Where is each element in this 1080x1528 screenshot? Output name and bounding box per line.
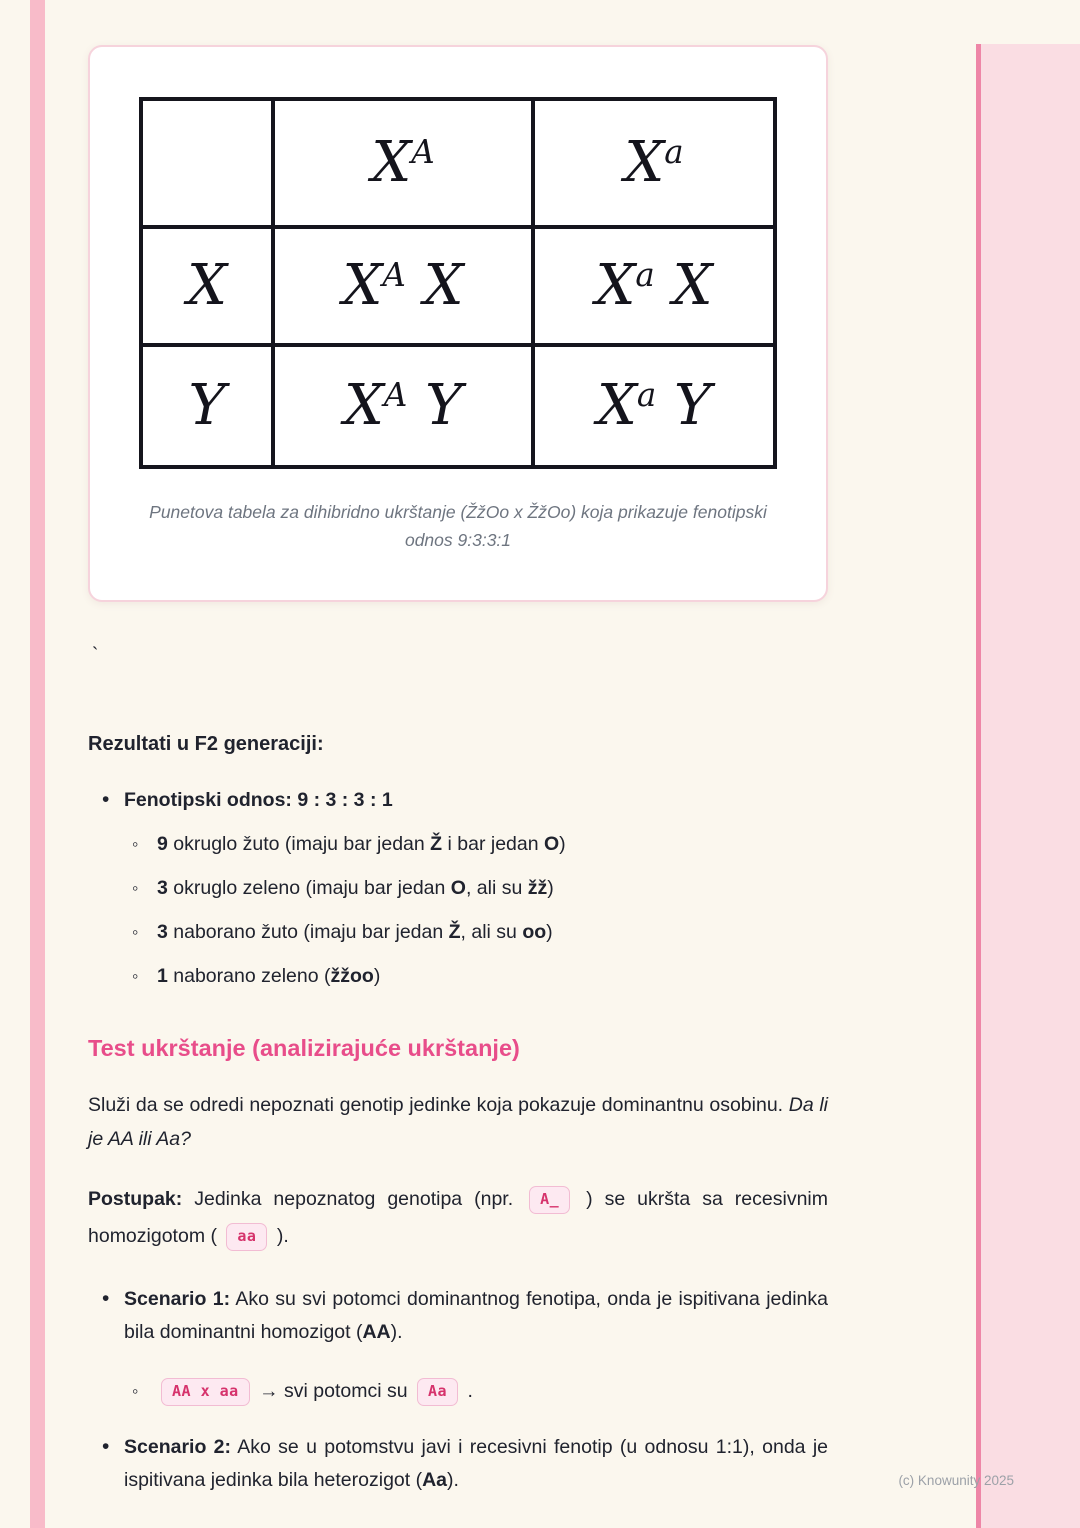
text: naborano žuto (imaju bar jedan xyxy=(167,921,449,944)
bold-text: žžoo xyxy=(330,965,374,988)
results-list xyxy=(88,784,828,993)
text: . xyxy=(462,1380,473,1403)
text: i bar jedan xyxy=(442,833,544,856)
list-item-text xyxy=(124,789,393,811)
text: ) xyxy=(373,965,381,988)
text: ) se ukršta sa recesivnim homozigotom ( xyxy=(88,1188,828,1248)
watermark: (c) Knowunity 2025 xyxy=(898,1473,1014,1488)
bold-text: žž xyxy=(527,877,548,900)
text: ). xyxy=(447,1469,459,1492)
text: Ako su svi potomci dominantnog fenotipa, onda je ispitivana jedinka bila dominantni homozigot ( xyxy=(124,1288,828,1344)
text: Jedinka nepoznatog genotipa (npr. xyxy=(182,1188,526,1211)
bold-text: O xyxy=(544,833,560,856)
right-margin-panel xyxy=(976,44,1080,1528)
text: ) xyxy=(559,833,566,856)
list-item xyxy=(88,1431,828,1497)
list-item-text xyxy=(157,877,554,899)
figure-caption: Punetova tabela za dihibridno ukrštanje (ŽžOo x ŽžOo) koja prikazuje fenotipski odnos 9:3:3:1 xyxy=(149,502,767,550)
procedure-paragraph xyxy=(88,1181,828,1255)
text: , ali su xyxy=(460,921,523,944)
text: ). xyxy=(271,1225,289,1248)
list-item-text xyxy=(124,1436,828,1491)
punnett-figure xyxy=(130,97,786,469)
punnett-row-header: Y xyxy=(141,345,273,467)
bold-text: Scenario 1: xyxy=(124,1288,231,1311)
text: Ako se u potomstvu javi i recesivni fenotip (u odnosu 1:1), onda je ispitivana jedinka bila heterozigot ( xyxy=(124,1436,828,1492)
bold-text: 3 xyxy=(157,877,168,900)
bold-text: O xyxy=(450,877,466,900)
text: , ali su xyxy=(465,877,528,900)
figure-card xyxy=(88,45,828,602)
text: → svi potomci su xyxy=(253,1380,414,1403)
punnett-row-header: X xyxy=(141,227,273,345)
genotype-code-chip: Aa xyxy=(417,1378,458,1406)
document-page xyxy=(88,45,828,1519)
intro-paragraph xyxy=(88,1088,828,1156)
list-item xyxy=(88,1371,828,1411)
list-item-text xyxy=(157,833,566,855)
bold-text: Scenario 2: xyxy=(124,1436,232,1459)
punnett-cell: $X^a$ X xyxy=(533,227,775,345)
text: ). xyxy=(390,1321,403,1344)
italic-text: Da li je AA ili Aa? xyxy=(88,1094,828,1151)
bold-text: oo xyxy=(522,921,547,944)
genotype-code-chip: aa xyxy=(226,1223,267,1251)
bold-text: Ž xyxy=(448,921,461,944)
bold-text: AA xyxy=(362,1321,391,1344)
bold-text: 3 xyxy=(157,921,168,944)
bold-text: Postupak: xyxy=(88,1188,183,1211)
punnett-cell: $X^A$ Y xyxy=(273,345,533,467)
bold-text: Aa xyxy=(422,1469,448,1492)
list-item xyxy=(88,916,828,949)
punnett-cell: $X^A$ X xyxy=(273,227,533,345)
punnett-corner-cell xyxy=(141,99,273,227)
list-item-text xyxy=(157,965,380,987)
genotype-code-chip: A_ xyxy=(529,1186,570,1214)
bold-text: 1 xyxy=(157,965,168,988)
bold-text: Fenotipski odnos: 9 : 3 : 3 : 1 xyxy=(124,789,393,812)
list-item xyxy=(88,828,828,861)
punnett-col-header: $X^A$ xyxy=(273,99,533,227)
stray-character: ` xyxy=(92,645,99,667)
bold-text: Ž xyxy=(430,833,443,856)
list-item xyxy=(88,960,828,993)
left-accent-strip xyxy=(30,0,45,1528)
genotype-code-chip: AA x aa xyxy=(161,1378,250,1406)
scenario-list xyxy=(88,1283,828,1497)
bold-text: 9 xyxy=(157,833,168,856)
results-heading: Rezultati u F2 generaciji: xyxy=(88,733,324,756)
list-item-text xyxy=(124,1288,828,1343)
list-item-text xyxy=(157,921,553,943)
list-item xyxy=(88,1283,828,1349)
text: naborano zeleno ( xyxy=(167,965,331,988)
text: ) xyxy=(547,877,554,900)
text: ) xyxy=(546,921,553,944)
list-item-text xyxy=(157,1380,473,1402)
punnett-col-header: $X^a$ xyxy=(533,99,775,227)
text: Služi da se odredi nepoznati genotip jedinke koja pokazuje dominantnu osobinu. xyxy=(88,1094,789,1117)
test-crossing-heading: Test ukrštanje (analizirajuće ukrštanje) xyxy=(88,1035,520,1062)
text: okruglo zeleno (imaju bar jedan xyxy=(167,877,451,900)
punnett-cell: $X^a$ Y xyxy=(533,345,775,467)
list-item xyxy=(88,872,828,905)
text: okruglo žuto (imaju bar jedan xyxy=(167,833,431,856)
list-item xyxy=(88,784,828,817)
punnett-table xyxy=(139,97,777,469)
